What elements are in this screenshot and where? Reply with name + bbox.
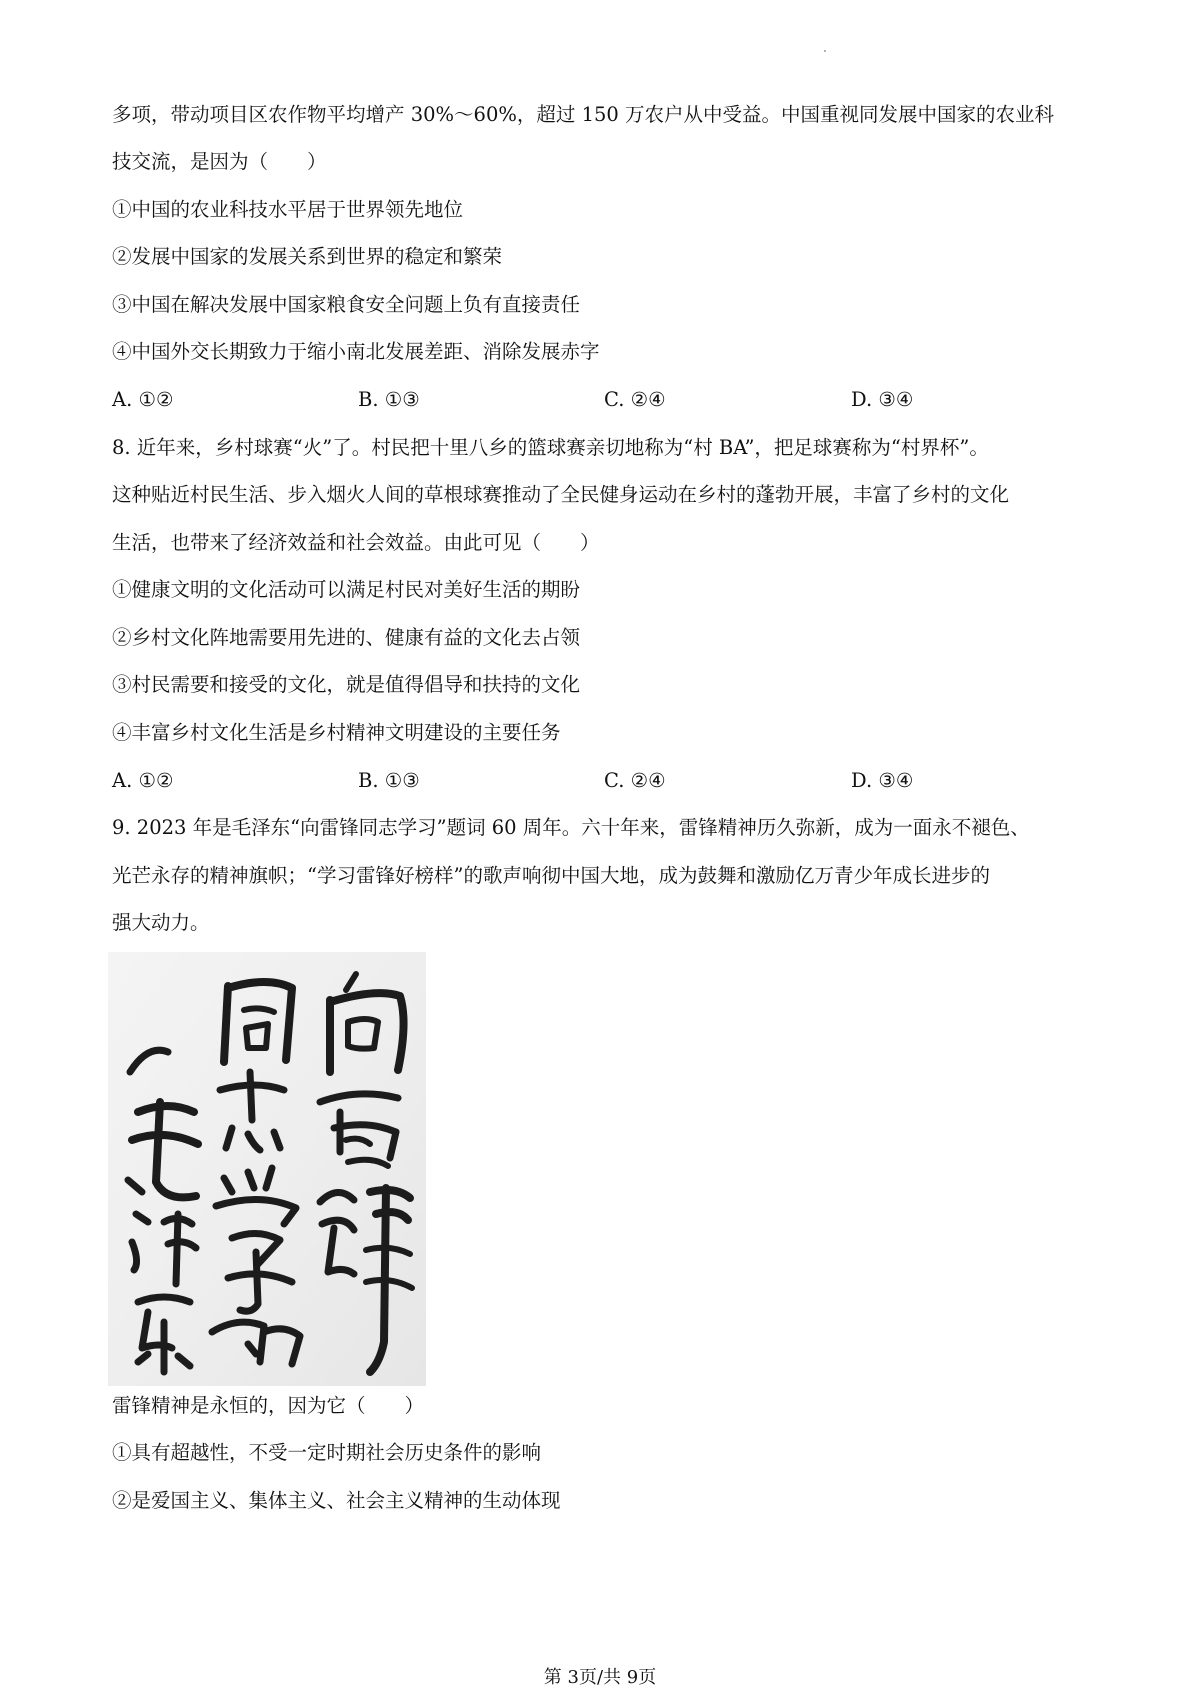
q8-option-a: A. ①② [112, 769, 174, 792]
q8-stem-line-2: 这种贴近村民生活、步入烟火人间的草根球赛推动了全民健身运动在乡村的蓬勃开展，丰富了乡村的文化 [112, 483, 1010, 506]
page-footer: 第 3页/共 9页 [543, 1667, 657, 1688]
q8-option-d: D. ③④ [851, 769, 914, 792]
q7-statement-3: ③中国在解决发展中国家粮食安全问题上负有直接责任 [112, 293, 581, 316]
q7-option-c: C. ②④ [604, 388, 666, 411]
q9-stem-line-3: 强大动力。 [112, 911, 210, 934]
q7-stem-line-1: 多项，带动项目区农作物平均增产 30%～60%，超过 150 万农户从中受益。中国重视同发展中国家的农业科 [112, 103, 1054, 126]
q9-stem-line-1: 9. 2023 年是毛泽东“向雷锋同志学习”题词 60 周年。六十年来，雷锋精神历久弥新，成为一面永不褪色、 [112, 816, 1030, 839]
q9-question: 雷锋精神是永恒的，因为它（ ） [112, 1394, 425, 1417]
q7-stem-line-2: 技交流，是因为（ ） [112, 150, 327, 173]
q7-statement-2: ②发展中国家的发展关系到世界的稳定和繁荣 [112, 245, 503, 268]
q8-statement-4: ④丰富乡村文化生活是乡村精神文明建设的主要任务 [112, 721, 561, 744]
q8-option-c: C. ②④ [604, 769, 666, 792]
q7-statement-1: ①中国的农业科技水平居于世界领先地位 [112, 198, 464, 221]
q8-statement-2: ②乡村文化阵地需要用先进的、健康有益的文化去占领 [112, 626, 581, 649]
q8-stem-line-1: 8. 近年来，乡村球赛“火”了。村民把十里八乡的篮球赛亲切地称为“村 BA”，把足球赛称为“村界杯”。 [112, 436, 989, 459]
q9-statement-1: ①具有超越性，不受一定时期社会历史条件的影响 [112, 1441, 542, 1464]
calligraphy-image [108, 952, 426, 1386]
q7-option-a: A. ①② [112, 388, 174, 411]
q9-stem-line-2: 光芒永存的精神旗帜；“学习雷锋好榜样”的歌声响彻中国大地，成为鼓舞和激励亿万青少年成长进步的 [112, 864, 990, 887]
q9-statement-2: ②是爱国主义、集体主义、社会主义精神的生动体现 [112, 1489, 561, 1512]
q8-option-b: B. ①③ [358, 769, 420, 792]
q7-option-b: B. ①③ [358, 388, 420, 411]
q7-option-d: D. ③④ [851, 388, 914, 411]
q7-statement-4: ④中国外交长期致力于缩小南北发展差距、消除发展赤字 [112, 340, 600, 363]
q8-stem-line-3: 生活，也带来了经济效益和社会效益。由此可见（ ） [112, 531, 600, 554]
scan-dot [824, 50, 826, 52]
q8-statement-3: ③村民需要和接受的文化，就是值得倡导和扶持的文化 [112, 673, 581, 696]
q8-statement-1: ①健康文明的文化活动可以满足村民对美好生活的期盼 [112, 578, 581, 601]
